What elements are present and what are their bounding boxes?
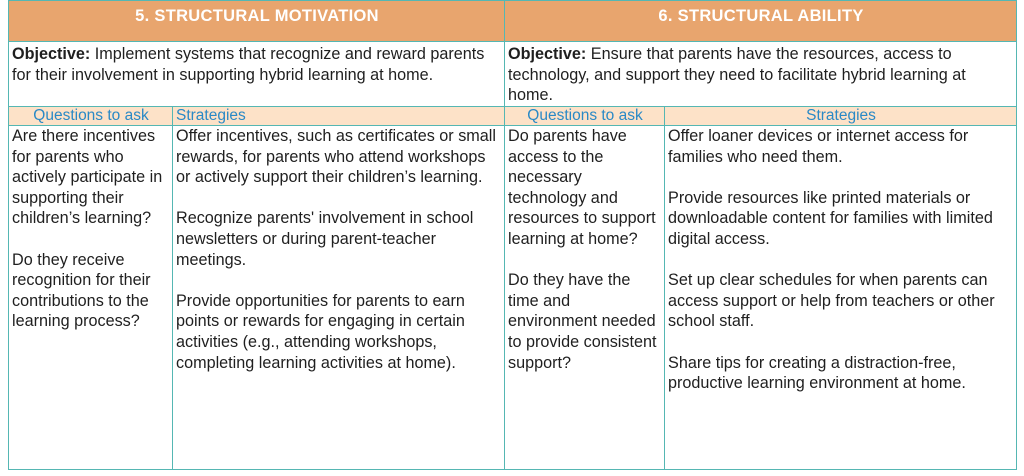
- ability-header: [505, 1, 1017, 42]
- motivation-questions-cell: [9, 126, 173, 470]
- header-row: [9, 1, 1017, 42]
- ability-objective-text: Ensure that parents have the resources, access to technology, and support they need to facilitate hybrid learning at home.: [508, 45, 966, 105]
- motivation-header: [9, 1, 505, 42]
- subheader-row: [9, 107, 1017, 126]
- ability-questions-cell: [505, 126, 665, 470]
- motivation-questions-header: Questions to ask: [9, 107, 173, 126]
- motivation-objective: [9, 42, 505, 107]
- motivation-strategy: Provide opportunities for parents to earn points or rewards for engaging in certain activities (e.g., attending workshops, completing learning activities at home).: [176, 291, 465, 372]
- structural-table: [8, 0, 1017, 470]
- motivation-objective-text: Implement systems that recognize and reward parents for their involvement in supporting hybrid learning at home.: [12, 45, 485, 84]
- ability-strategy: Share tips for creating a distraction-free, productive learning environment at home.: [668, 353, 966, 393]
- motivation-question: Do they receive recognition for their contributions to the learning process?: [12, 250, 151, 331]
- motivation-title: 5. STRUCTURAL MOTIVATION: [135, 6, 379, 25]
- ability-objective: [505, 42, 1017, 107]
- ability-title: 6. STRUCTURAL ABILITY: [658, 6, 864, 25]
- ability-strategies-header: Strategies: [665, 107, 1017, 126]
- objective-row: [9, 42, 1017, 107]
- content-row: [9, 126, 1017, 470]
- ability-objective-label: Objective:: [508, 45, 587, 63]
- ability-strategy: Provide resources like printed materials or downloadable content for families with limited digital access.: [668, 188, 993, 248]
- ability-strategies-cell: [665, 126, 1017, 470]
- motivation-strategy: Recognize parents' involvement in school newsletters or during parent-teacher meetings.: [176, 209, 474, 269]
- ability-question: Do they have the time and environment needed to provide consistent support?: [508, 271, 657, 372]
- motivation-strategies-cell: [173, 126, 505, 470]
- ability-strategy: Offer loaner devices or internet access for families who need them.: [668, 127, 969, 166]
- ability-questions-header: Questions to ask: [505, 107, 665, 126]
- motivation-question: Are there incentives for parents who actively participate in supporting their children’s learning?: [12, 127, 163, 228]
- motivation-strategy: Offer incentives, such as certificates or small rewards, for parents who attend workshops or actively support their children’s learning.: [176, 127, 496, 187]
- ability-question: Do parents have access to the necessary technology and resources to support learning at home?: [508, 127, 656, 248]
- motivation-strategies-header: Strategies: [173, 107, 505, 126]
- ability-strategy: Set up clear schedules for when parents can access support or help from teachers or other school staff.: [668, 271, 995, 331]
- structural-table-container: [8, 0, 1016, 470]
- motivation-objective-label: Objective:: [12, 45, 91, 63]
